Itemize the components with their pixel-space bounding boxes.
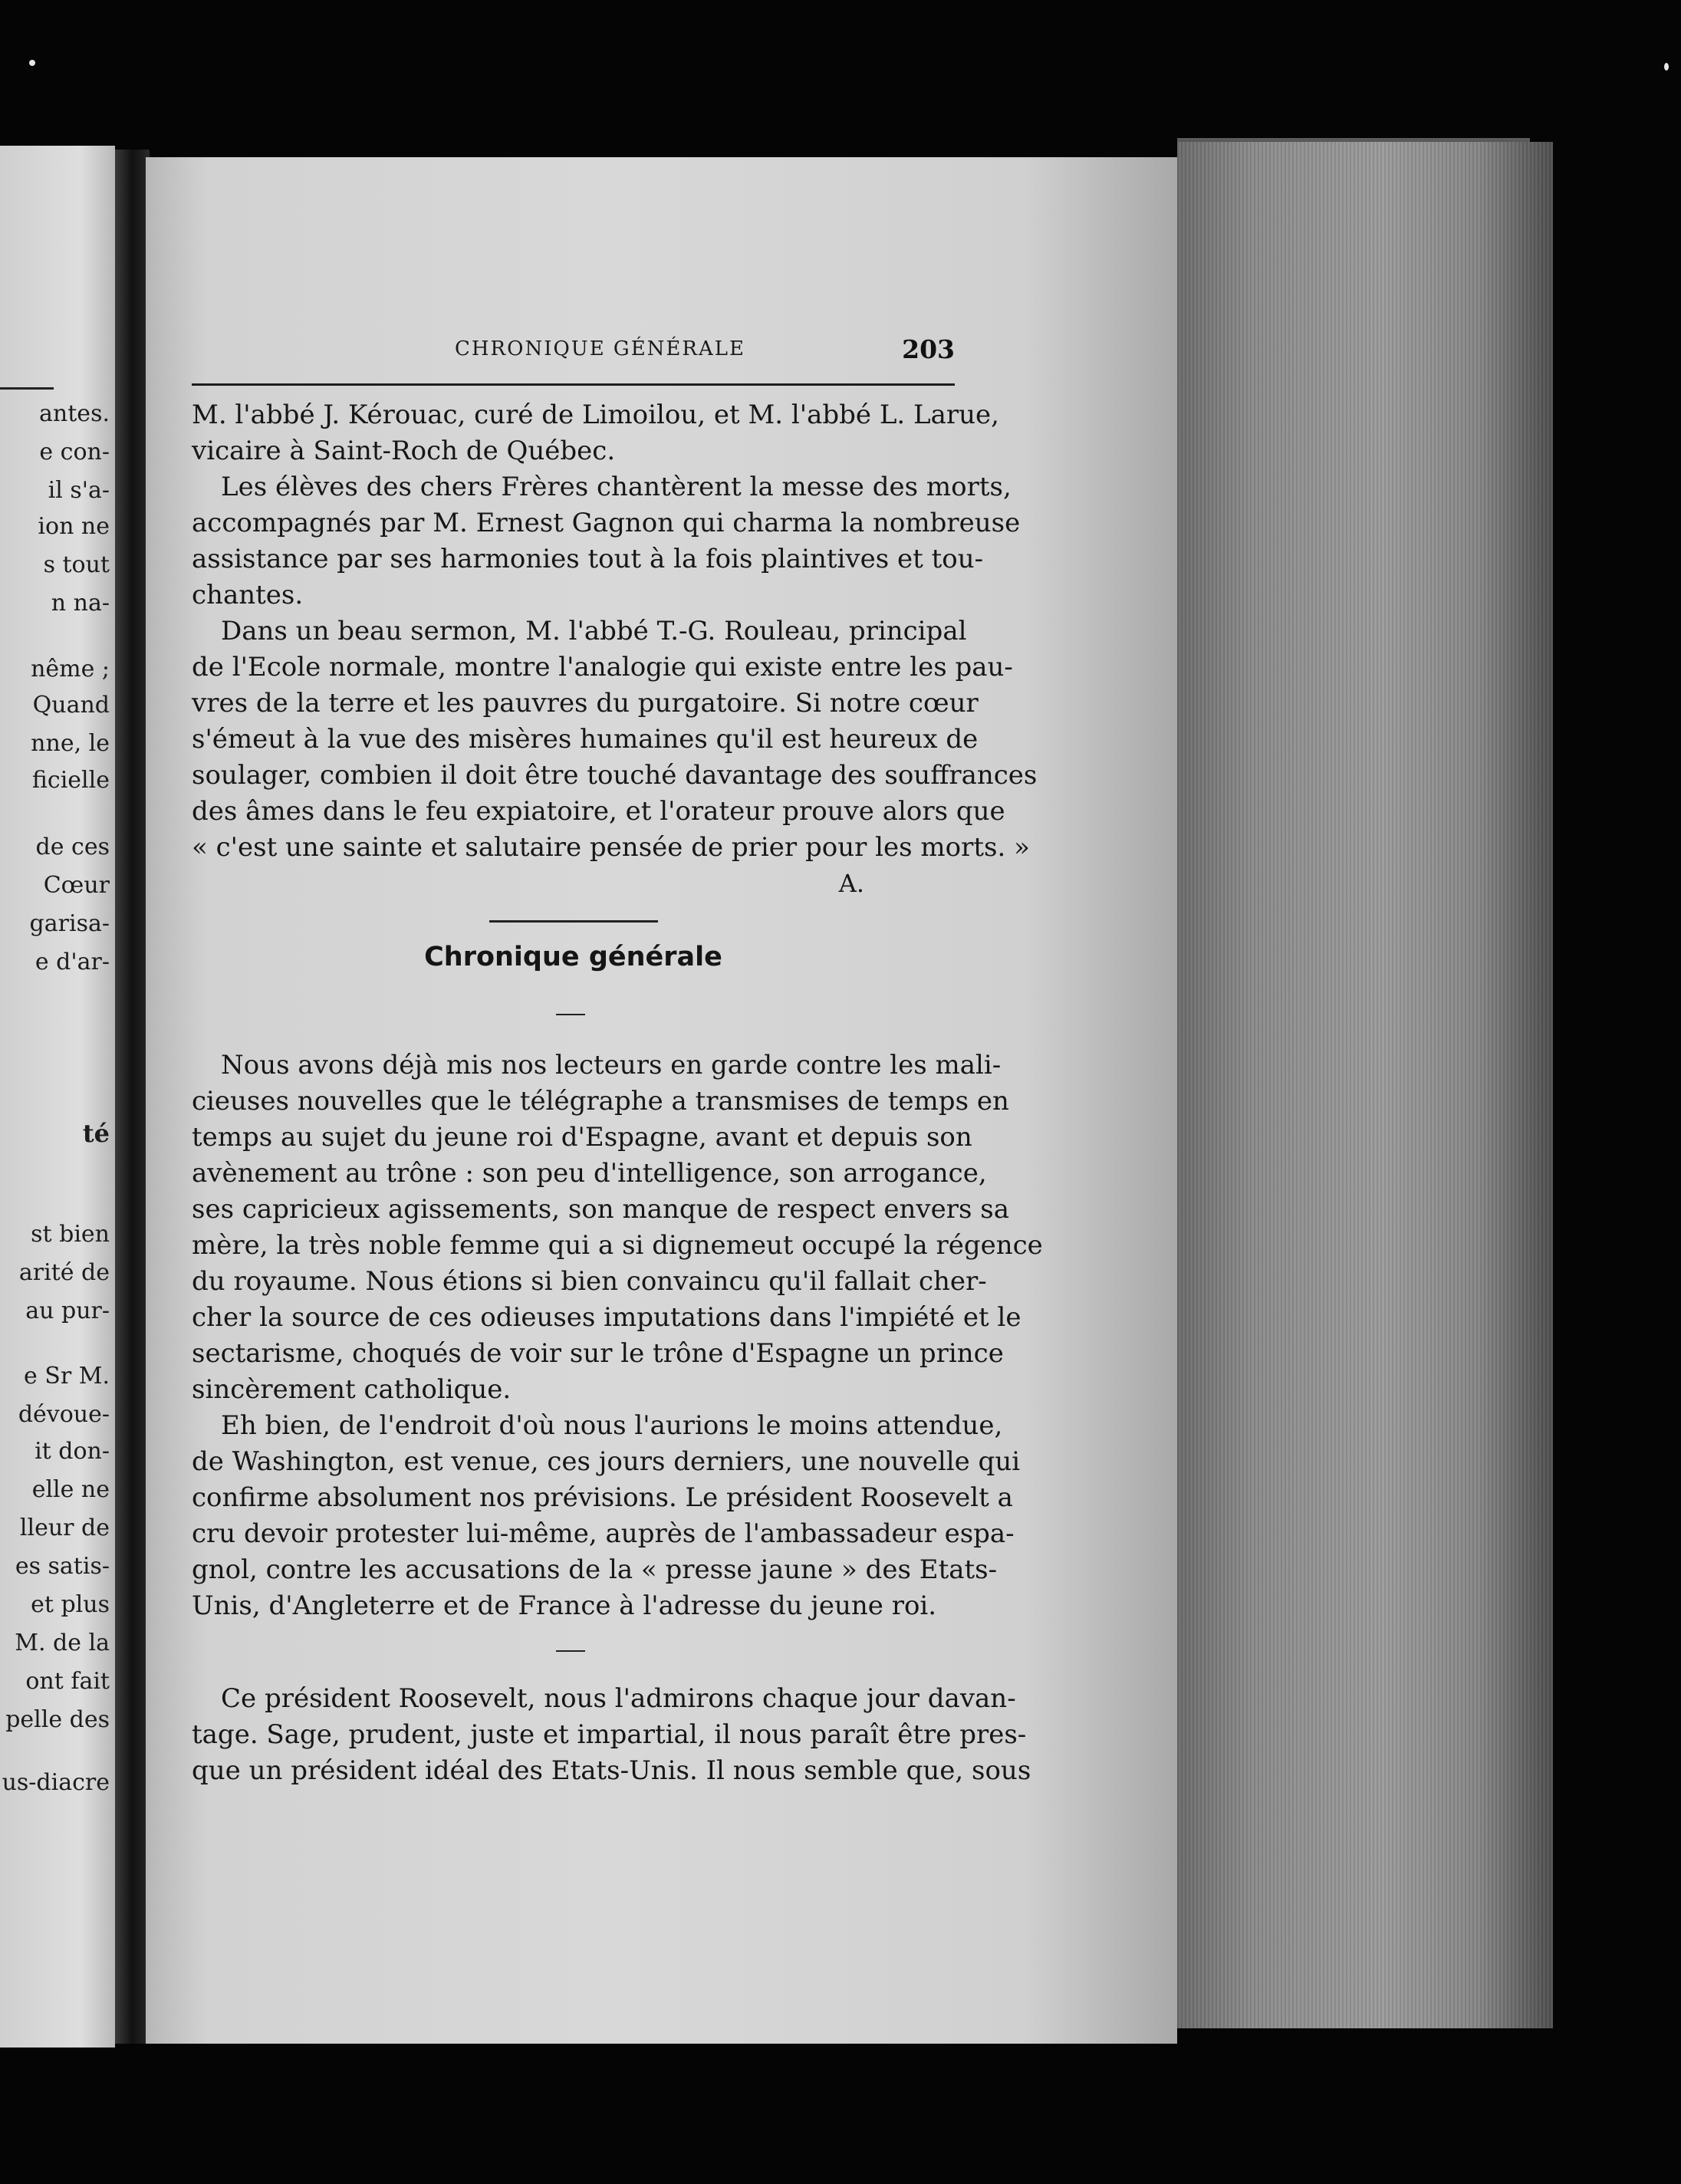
left-page-line: s tout [43,551,110,578]
left-page-line: Quand [32,692,110,719]
left-page-line: ficielle [31,767,110,794]
paragraph-dash [556,1650,585,1652]
text-line: confirme absolument nos prévisions. Le président Roosevelt a [192,1482,1013,1513]
text-line: « c'est une sainte et salutaire pensée de prier pour les morts. » [192,832,1030,863]
left-page-line: nne, le [31,730,110,757]
header-rule [192,383,955,386]
page-header [192,334,955,376]
text-line: assistance par ses harmonies tout à la fois plaintives et tou- [192,544,984,574]
left-page-line: elle ne [31,1476,110,1503]
text-line: Unis, d'Angleterre et de France à l'adresse du jeune roi. [192,1590,937,1621]
text-line: s'émeut à la vue des misères humaines qu'il est heureux de [192,724,979,755]
left-page-line: il s'a- [48,477,110,504]
text-line: des âmes dans le feu expiatoire, et l'orateur prouve alors que [192,796,1005,827]
left-page-fragment [0,146,115,2048]
left-page-line: us-diacre [2,1769,110,1796]
left-page-rule [0,387,54,390]
left-page-line: lleur de [19,1515,110,1541]
left-page-line: e d'ar- [35,949,110,975]
text-line: tage. Sage, prudent, juste et impartial, il nous paraît être pres- [192,1719,1027,1750]
left-page-line: et plus [31,1591,110,1618]
text-line: accompagnés par M. Ernest Gagnon qui charma la nombreuse [192,508,1021,538]
article-text-top [192,397,1038,902]
text-line: vicaire à Saint-Roch de Québec. [192,436,616,466]
text-line: temps au sujet du jeune roi d'Espagne, avant et depuis son [192,1122,972,1153]
page-number: 203 [902,334,955,364]
text-line: sectarisme, choqués de voir sur le trône d'Espagne un prince [192,1338,1004,1369]
text-line: chantes. [192,580,304,610]
left-page-line: dévoue- [18,1401,110,1428]
left-page-line: ion ne [38,513,110,540]
text-line: cher la source de ces odieuses imputations dans l'impiété et le [192,1302,1021,1333]
left-page-line: arité de [18,1259,110,1286]
book-gutter [115,150,150,2044]
left-page-line: e Sr M. [24,1363,110,1390]
text-line: Eh bien, de l'endroit d'où nous l'aurions le moins attendue, [221,1410,1003,1441]
text-line: M. l'abbé J. Kérouac, curé de Limoilou, et M. l'abbé L. Larue, [192,400,999,430]
text-line: soulager, combien il doit être touché davantage des souffrances [192,760,1038,791]
text-line: sincèrement catholique. [192,1374,512,1405]
article-text-middle [192,1048,1043,1624]
text-line: avènement au trône : son peu d'intelligence, son arrogance, [192,1158,987,1189]
left-page-line: té [82,1119,110,1148]
left-page-line: de ces [35,834,110,860]
book-fore-edge [1177,142,1553,2028]
text-line: du royaume. Nous étions si bien convaincu qu'il fallait cher- [192,1266,987,1297]
text-line: vres de la terre et les pauvres du purgatoire. Si notre cœur [192,688,979,719]
text-line: gnol, contre les accusations de la « presse jaune » des Etats- [192,1554,998,1585]
signature: A. [838,869,864,898]
film-speck [1664,63,1669,71]
text-line: de Washington, est venue, ces jours derniers, une nouvelle qui [192,1446,1021,1477]
text-line: Ce président Roosevelt, nous l'admirons chaque jour davan- [221,1683,1016,1714]
section-title: Chronique générale [424,942,722,972]
text-line: Nous avons déjà mis nos lecteurs en garde contre les mali- [221,1050,1002,1080]
left-page-line: e con- [39,439,110,465]
left-page-line: n na- [51,590,110,617]
text-line: cieuses nouvelles que le télégraphe a transmises de temps en [192,1086,1009,1117]
left-page-line: it don- [35,1438,110,1465]
film-speck [29,60,35,66]
left-page-line: ont fait [25,1668,110,1695]
left-page-line: es satis- [15,1553,110,1580]
running-head: CHRONIQUE GÉNÉRALE [454,337,746,360]
text-line: ses capricieux agissements, son manque de respect envers sa [192,1194,1009,1225]
left-page-line: au pur- [25,1298,110,1324]
left-page-line: antes. [39,400,110,427]
section-separator [489,920,658,923]
left-page-line: garisa- [29,910,110,937]
left-page-line: Cœur [43,872,110,899]
article-text-bottom [192,1681,1031,1789]
text-line: de l'Ecole normale, montre l'analogie qui existe entre les pau- [192,652,1013,682]
text-line: Les élèves des chers Frères chantèrent la messe des morts, [221,472,1012,502]
text-line: cru devoir protester lui-même, auprès de l'ambassadeur espa- [192,1518,1015,1549]
left-page-line: nême ; [31,656,110,682]
text-line: Dans un beau sermon, M. l'abbé T.-G. Rouleau, principal [221,616,967,646]
text-line: que un président idéal des Etats-Unis. Il nous semble que, sous [192,1755,1031,1786]
title-dash [556,1014,585,1015]
left-page-line: M. de la [15,1630,110,1656]
text-line: mère, la très noble femme qui a si dignemeut occupé la régence [192,1230,1043,1261]
left-page-line: pelle des [5,1706,110,1733]
left-page-line: st bien [31,1221,110,1248]
